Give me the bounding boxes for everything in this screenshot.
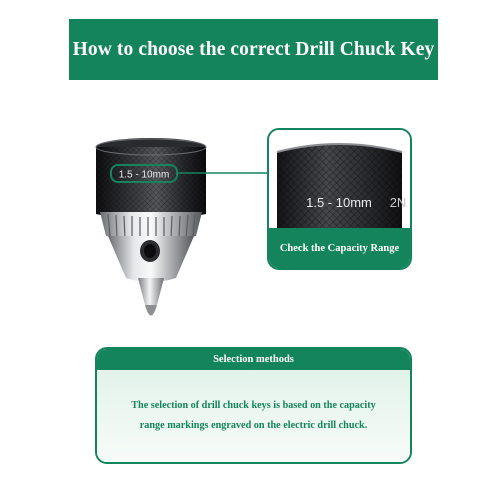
closeup-engraving-partial: 2N <box>389 195 407 210</box>
closeup-engraving-text: 1.5 - 10mm <box>306 195 372 210</box>
selection-methods-heading: Selection methods <box>97 349 410 370</box>
chuck-engraving-text: 1.5 - 10mm <box>118 169 170 181</box>
selection-methods-panel <box>95 347 412 464</box>
callout-caption: Check the Capacity Range <box>269 228 410 268</box>
page-title: How to choose the correct Drill Chuck Key <box>72 38 435 60</box>
chuck-closeup-image <box>269 130 410 228</box>
selection-methods-body <box>97 370 410 462</box>
selection-text-line-2: range markings engraved on the electric drill chuck. <box>139 420 368 431</box>
capacity-zoom-callout <box>267 128 412 270</box>
selection-text-line-1: The selection of drill chuck keys is based on the capacity <box>131 400 376 411</box>
